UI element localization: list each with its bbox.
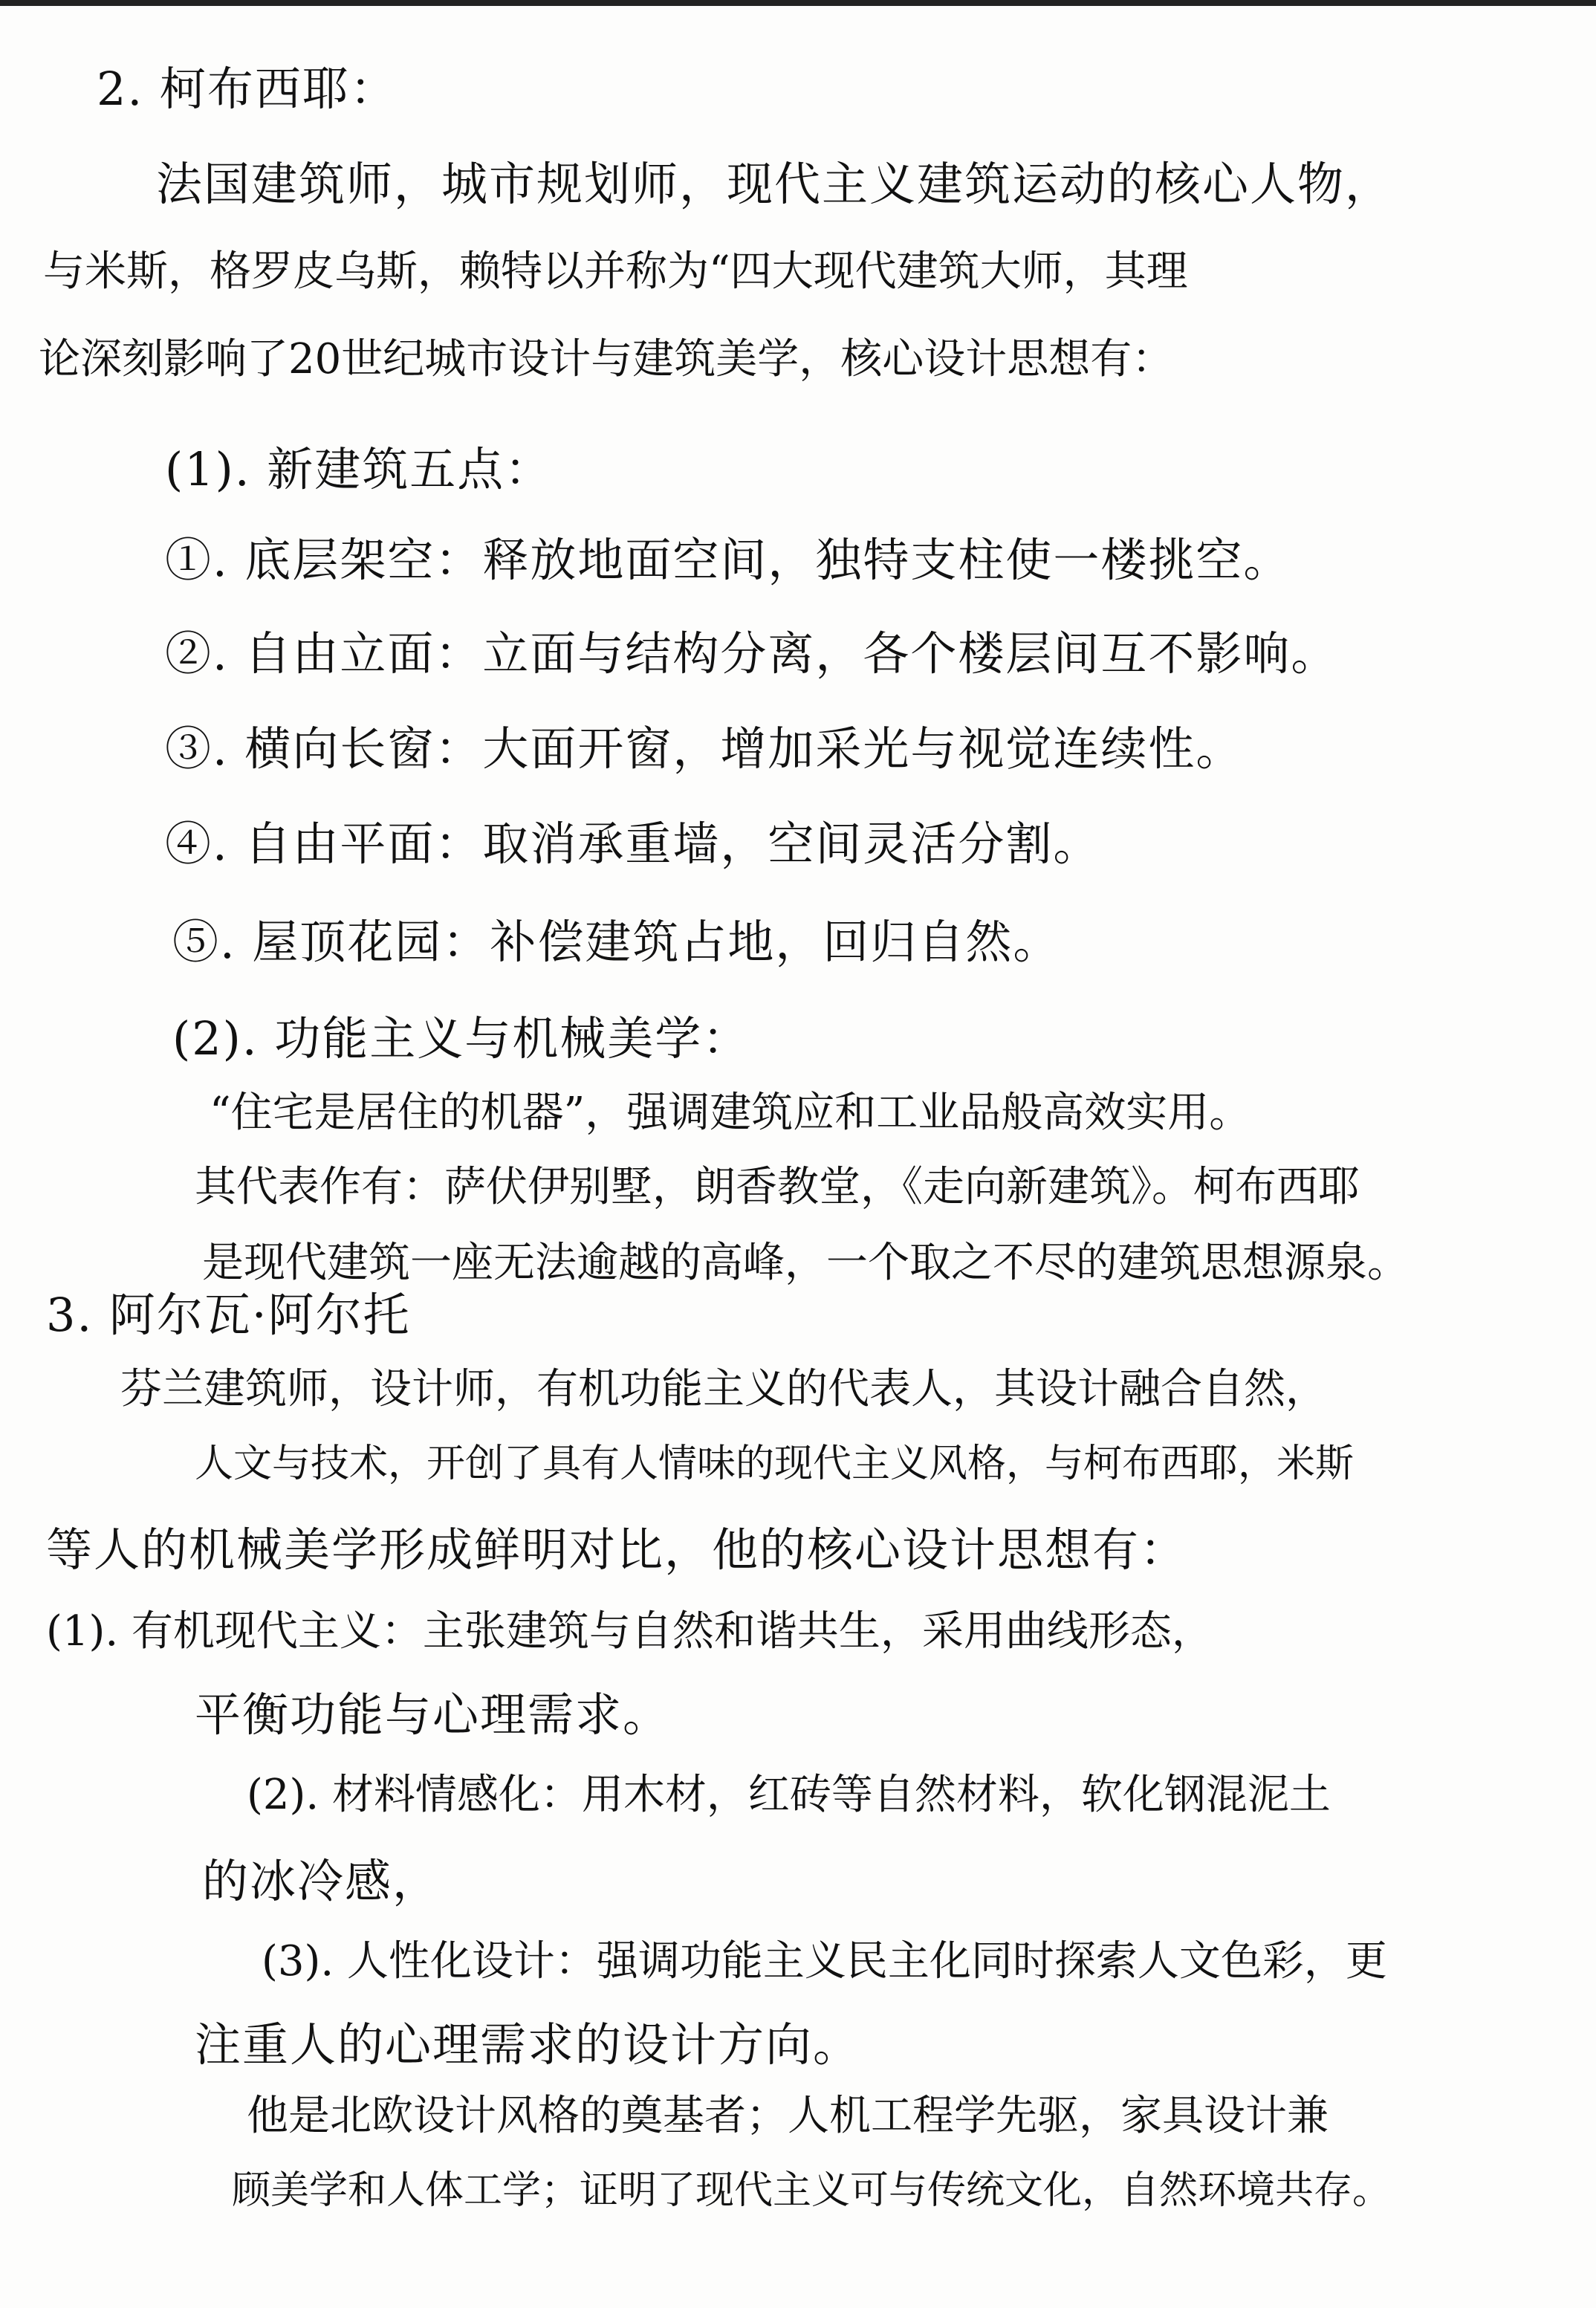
list-item: ⑤. 屋顶花园：补偿建筑占地，回归自然。 xyxy=(172,915,1061,969)
paragraph-line: 与米斯，格罗皮乌斯，赖特以并称为“四大现代建筑大师，其理 xyxy=(43,247,1188,296)
paragraph-line: 法国建筑师，城市规划师，现代主义建筑运动的核心人物， xyxy=(156,157,1393,211)
subsection-heading: (1). 新建筑五点： xyxy=(165,442,553,496)
paragraph-line: 顾美学和人体工学；证明了现代主义可与传统文化，自然环境共存。 xyxy=(232,2168,1392,2213)
subsection-heading: (2). 功能主义与机械美学： xyxy=(172,1011,750,1066)
paragraph-line: 芬兰建筑师，设计师，有机功能主义的代表人，其设计融合自然， xyxy=(120,1365,1327,1413)
paragraph-line: 是现代建筑一座无法逾越的高峰，一个取之不尽的建筑思想源泉。 xyxy=(202,1239,1409,1287)
list-item: ①. 底层架空：释放地面空间，独特支柱使一楼挑空。 xyxy=(165,533,1291,587)
paragraph-line: “住宅是居住的机器”，强调建筑应和工业品般高效实用。 xyxy=(210,1089,1251,1137)
list-item-continuation: 的冰冷感， xyxy=(202,1854,441,1908)
paragraph-line: 他是北欧设计风格的奠基者；人机工程学先驱，家具设计兼 xyxy=(247,2092,1329,2140)
list-item-continuation: 注重人的心理需求的设计方向。 xyxy=(195,2017,861,2072)
paragraph-line: 人文与技术，开创了具有人情味的现代主义风格，与柯布西耶，米斯 xyxy=(195,1442,1355,1486)
paragraph-line: 等人的机械美学形成鲜明对比，他的核心设计思想有： xyxy=(46,1523,1188,1577)
list-item: (1). 有机现代主义：主张建筑与自然和谐共生，采用曲线形态， xyxy=(46,1607,1213,1656)
scan-top-edge xyxy=(0,0,1596,6)
list-item-continuation: 平衡功能与心理需求。 xyxy=(195,1688,671,1742)
section-heading-le-corbusier: 2. 柯布西耶： xyxy=(97,62,398,116)
list-item: ④. 自由平面：取消承重墙，空间灵活分割。 xyxy=(165,817,1101,871)
list-item: ③. 横向长窗：大面开窗，增加采光与视觉连续性。 xyxy=(165,722,1244,776)
paragraph-line: 其代表作有：萨伏伊别墅，朗香教堂，《走向新建筑》。柯布西耶 xyxy=(195,1163,1360,1211)
list-item: (2). 材料情感化：用木材，红砖等自然材料，软化钢混泥土 xyxy=(247,1771,1331,1819)
handwritten-note-page xyxy=(0,6,1596,2308)
paragraph-line: 论深刻影响了20世纪城市设计与建筑美学，核心设计思想有： xyxy=(39,335,1174,383)
list-item: (3). 人性化设计：强调功能主义民主化同时探索人文色彩，更 xyxy=(262,1937,1387,1986)
section-heading-alvar-aalto: 3. 阿尔瓦·阿尔托 xyxy=(46,1288,411,1342)
list-item: ②. 自由立面：立面与结构分离，各个楼层间互不影响。 xyxy=(165,626,1339,681)
